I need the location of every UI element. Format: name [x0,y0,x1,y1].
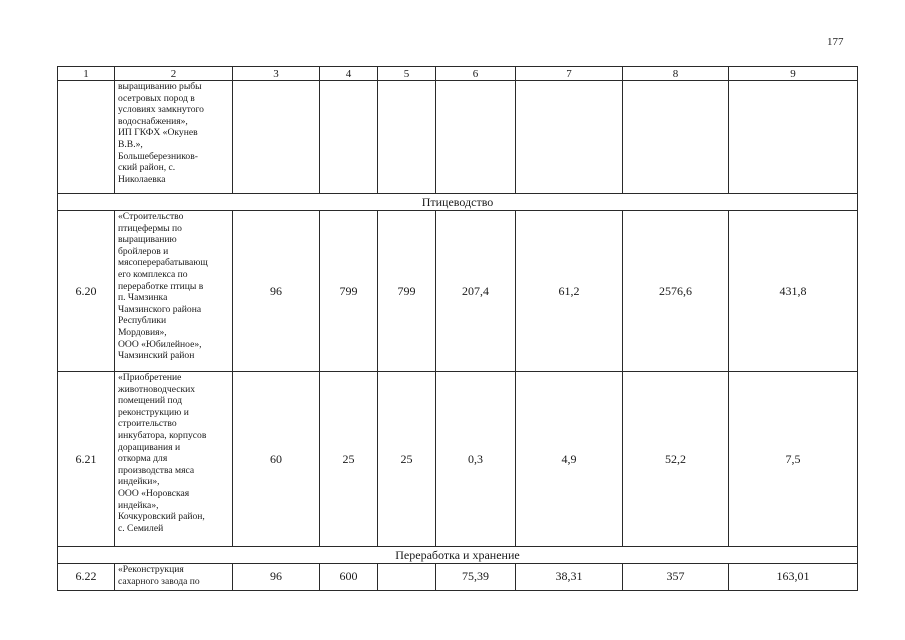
project-description-cell: «Приобретение животноводческих помещений под реконструкцию и строительство инкубатора, корпусов доращивания и откорма для производства мяса индейки», ООО «Норовская индейка», Кочкуровский район, с. Семилей [115,372,233,547]
value-cell-col3: 60 [233,372,320,547]
row-number-cell: 6.21 [58,372,115,547]
cell-empty [233,81,320,194]
investment-projects-table [57,66,858,591]
project-description-cell: «Строительство птицефермы по выращиванию бройлеров и мясоперерабатывающ его комплекса по переработке птицы в п. Чамзинка Чамзинского района Республики Мордовия», ООО «Юбилейное», Чамзинский район [115,211,233,372]
value-cell-col9: 163,01 [729,564,858,591]
table-row-6-20 [58,211,858,372]
project-description-cell: «Реконструкция сахарного завода по [115,564,233,591]
row-number-cell: 6.20 [58,211,115,372]
value-cell-col8: 2576,6 [623,211,729,372]
cell-empty [378,81,436,194]
cell-empty [516,81,623,194]
value-cell-col3: 96 [233,211,320,372]
value-cell-col7: 38,31 [516,564,623,591]
value-cell-col7: 61,2 [516,211,623,372]
section-header-row [58,194,858,211]
cell-empty [729,81,858,194]
project-description-cell: выращиванию рыбы осетровых пород в условиях замкнутого водоснабжения», ИП ГКФХ «Окунев В.В.», Большеберезников- ский район, с. Николаевка [115,81,233,194]
value-cell-col5: 25 [378,372,436,547]
value-cell-col3: 96 [233,564,320,591]
row-number-cell: 6.22 [58,564,115,591]
value-cell-col4: 25 [320,372,378,547]
value-cell-col9: 7,5 [729,372,858,547]
value-cell-col5: 799 [378,211,436,372]
cell-empty [436,81,516,194]
value-cell-col7: 4,9 [516,372,623,547]
value-cell-col6: 75,39 [436,564,516,591]
cell-empty [623,81,729,194]
section-header-row [58,547,858,564]
section-title-processing: Переработка и хранение [58,547,858,564]
column-header-3: 3 [233,67,320,81]
value-cell-col6: 207,4 [436,211,516,372]
table-row-6-22 [58,564,858,591]
value-cell-col8: 52,2 [623,372,729,547]
cell-empty [58,81,115,194]
column-header-8: 8 [623,67,729,81]
column-header-1: 1 [58,67,115,81]
value-cell-col5 [378,564,436,591]
value-cell-col8: 357 [623,564,729,591]
section-title-poultry: Птицеводство [58,194,858,211]
page-number: 177 [827,36,844,48]
value-cell-col4: 799 [320,211,378,372]
column-number-header-row [58,67,858,81]
column-header-5: 5 [378,67,436,81]
column-header-6: 6 [436,67,516,81]
value-cell-col9: 431,8 [729,211,858,372]
column-header-7: 7 [516,67,623,81]
column-header-2: 2 [115,67,233,81]
column-header-9: 9 [729,67,858,81]
cell-empty [320,81,378,194]
table-row-6-21 [58,372,858,547]
value-cell-col6: 0,3 [436,372,516,547]
table-row-continuation [58,81,858,194]
value-cell-col4: 600 [320,564,378,591]
column-header-4: 4 [320,67,378,81]
